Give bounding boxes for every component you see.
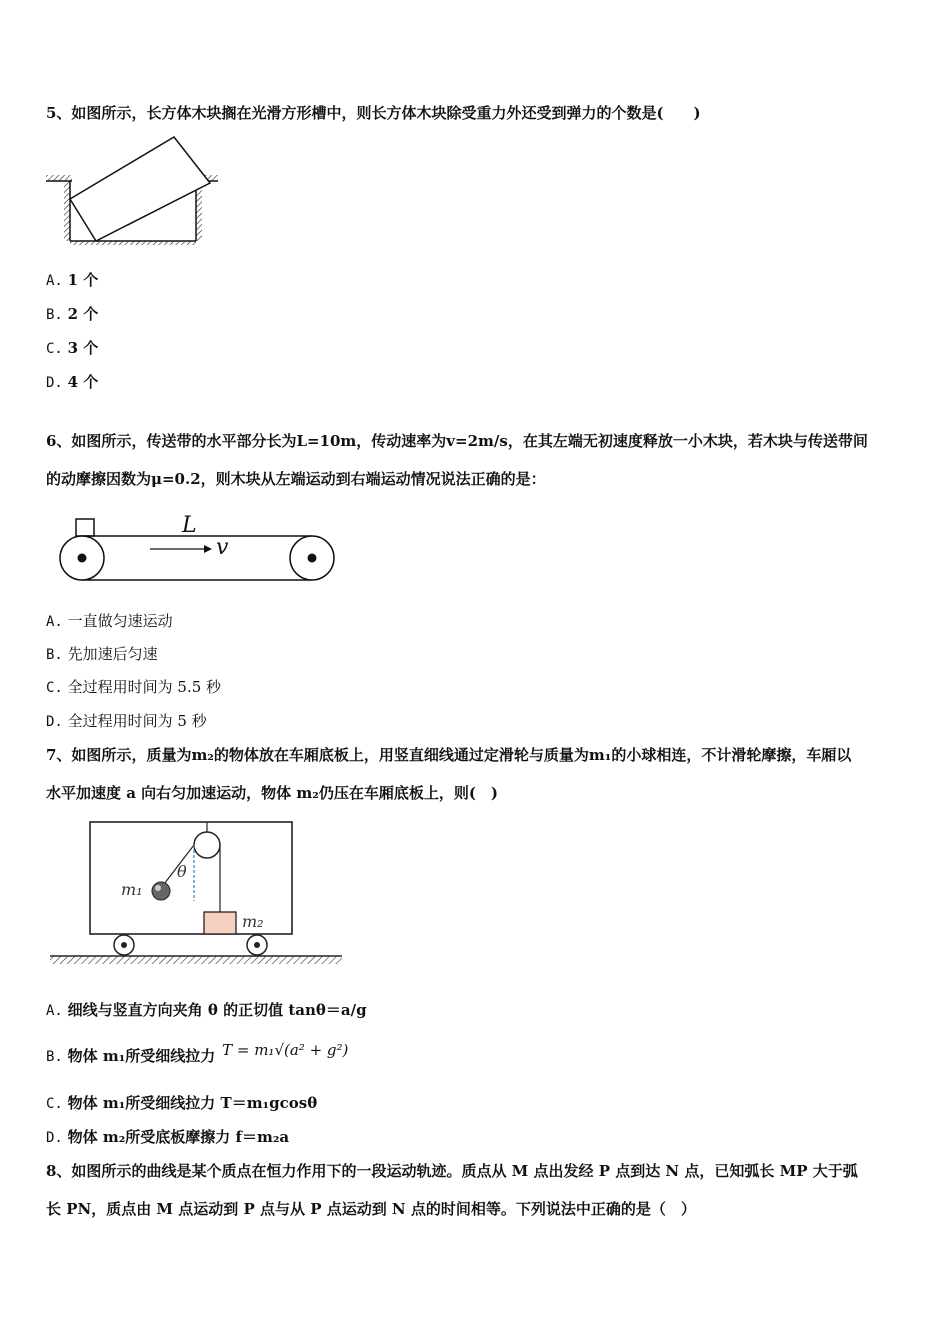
q7-option-a[interactable] [46, 1000, 367, 1021]
q7-stem-line2: 水平加速度 a 向右匀加速运动，物体 m₂仍压在车厢底板上，则( ) [46, 784, 499, 802]
q7-fig-label-m1: m₁ [121, 880, 143, 899]
q7-option-c-text: 物体 m₁所受细线拉力 T＝m₁gcosθ [67, 1094, 318, 1112]
q6-fig-label-v: v [216, 535, 229, 560]
q6-option-b-label: B. [46, 647, 63, 663]
q8-stem-line2: 长 PN，质点由 M 点运动到 P 点与从 P 点运动到 N 点的时间相等。下列说法中正确的是（ ） [46, 1200, 696, 1218]
q6-stem-line1: 6、如图所示，传送带的水平部分长为L=10m，传动速率为v=2m/s，在其左端无初速度释放一小木块，若木块与传送带间 [46, 432, 868, 450]
q6-option-a-text: 一直做匀速运动 [67, 612, 173, 630]
q7-option-b-formula: T = m₁√(a² + g²) [222, 1041, 349, 1059]
q7-option-a-text: 细线与竖直方向夹角 θ 的正切值 tanθ＝a/g [67, 1001, 367, 1019]
q6-figure-conveyor-belt [56, 510, 340, 586]
q7-option-d[interactable] [46, 1127, 289, 1148]
q7-figure-carriage [46, 815, 346, 970]
q6-option-d[interactable] [46, 711, 207, 732]
q5-option-d-label: D. [46, 375, 63, 391]
q7-fig-label-theta: θ [177, 862, 187, 881]
q7-option-d-text: 物体 m₂所受底板摩擦力 f＝m₂a [67, 1128, 290, 1146]
q6-option-c[interactable] [46, 677, 221, 698]
q5-option-c-text: 3 个 [67, 339, 99, 357]
q7-option-b-label: B. [46, 1049, 63, 1065]
q5-option-c[interactable] [46, 338, 98, 359]
q5-option-c-label: C. [46, 341, 63, 357]
q7-option-c-label: C. [46, 1096, 63, 1112]
q5-option-a-text: 1 个 [67, 271, 99, 289]
q6-option-a[interactable] [46, 611, 173, 632]
q7-fig-label-m2: m₂ [242, 912, 264, 931]
q5-option-b-label: B. [46, 307, 63, 323]
q8-stem-line1: 8、如图所示的曲线是某个质点在恒力作用下的一段运动轨迹。质点从 M 点出发经 P 点到达 N 点，已知弧长 MP 大于弧 [46, 1162, 858, 1180]
q5-option-b-text: 2 个 [67, 305, 99, 323]
q6-option-d-text: 全过程用时间为 5 秒 [67, 712, 207, 730]
q6-option-c-label: C. [46, 680, 63, 696]
q6-stem-line2: 的动摩擦因数为μ=0.2，则木块从左端运动到右端运动情况说法正确的是： [46, 470, 546, 488]
q6-option-a-label: A. [46, 614, 63, 630]
q6-fig-label-L: L [182, 513, 197, 538]
q7-option-b-text: 物体 m₁所受细线拉力 [67, 1047, 216, 1065]
q5-option-b[interactable] [46, 304, 98, 325]
q7-option-a-label: A. [46, 1003, 63, 1019]
q7-option-b[interactable] [46, 1041, 349, 1067]
q6-option-d-label: D. [46, 714, 63, 730]
q7-stem-line1: 7、如图所示，质量为m₂的物体放在车厢底板上，用竖直细线通过定滑轮与质量为m₁的小球相连，不计滑轮摩擦，车厢以 [46, 746, 852, 764]
q5-stem: 5、如图所示，长方体木块搁在光滑方形槽中，则长方体木块除受重力外还受到弹力的个数是( ) [46, 104, 701, 122]
q7-option-c[interactable] [46, 1093, 317, 1114]
q6-option-b[interactable] [46, 644, 158, 665]
q6-option-c-text: 全过程用时间为 5.5 秒 [67, 678, 222, 696]
q5-option-d[interactable] [46, 372, 98, 393]
q7-option-d-label: D. [46, 1130, 63, 1146]
q5-option-a-label: A. [46, 273, 63, 289]
q6-option-b-text: 先加速后匀速 [67, 645, 158, 663]
q5-option-a[interactable] [46, 270, 98, 291]
q5-option-d-text: 4 个 [67, 373, 99, 391]
q5-figure-block-in-groove [44, 133, 224, 245]
